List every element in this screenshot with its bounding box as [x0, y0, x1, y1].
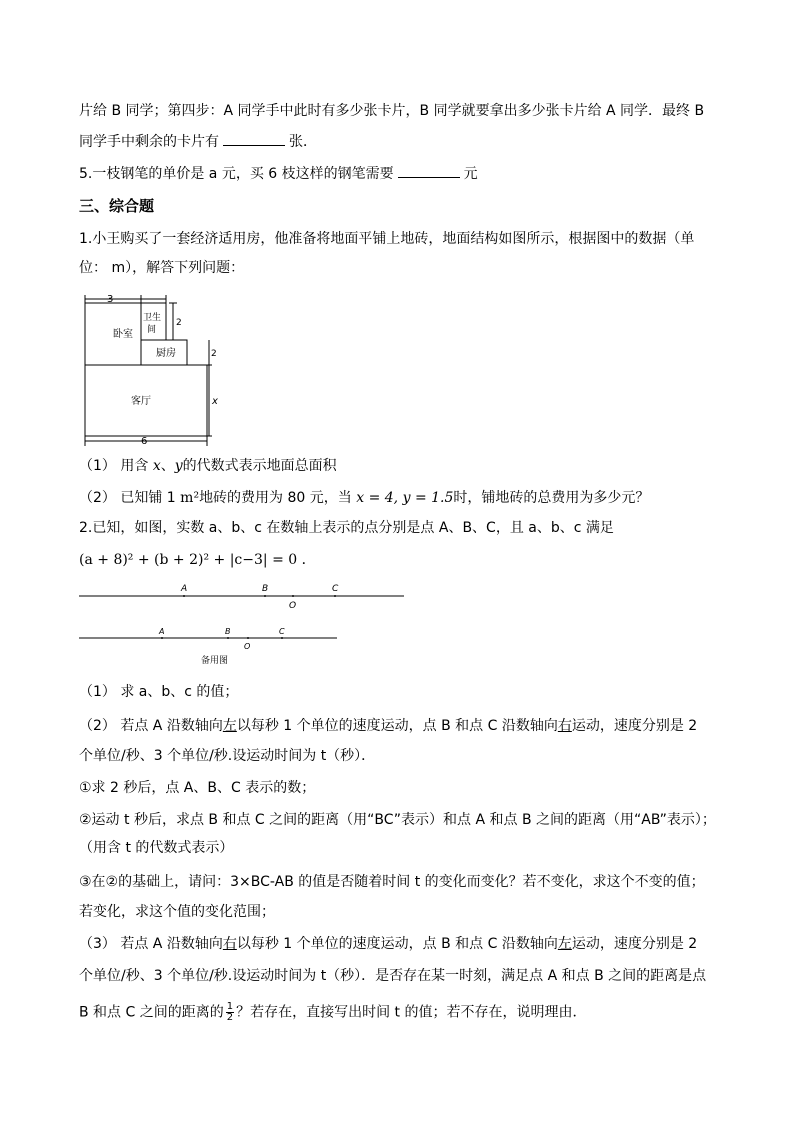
point-label-c: C [279, 627, 285, 636]
unit-m2: m² [180, 490, 200, 506]
problem-1-stem-line1: 1.小王购买了一套经济适用房，他准备将地面平铺上地砖，地面结构如图所示，根据图中的数据（单 [79, 231, 695, 247]
answer-blank [223, 131, 285, 146]
question-5-unit: 元 [463, 166, 478, 182]
point-label-o: O [244, 642, 251, 651]
problem-2-sub3-line3 [79, 1002, 739, 1023]
text: ？若存在，直接写出时间 t 的值；若不存在，说明理由． [236, 1004, 587, 1021]
dim-label-2-kitchen: 2 [211, 349, 217, 359]
direction-left: 左 [557, 936, 572, 952]
text: 以每秒 1 个单位的速度运动，点 B 和点 C 沿数轴向 [236, 936, 558, 952]
point-c [334, 595, 336, 597]
room-label-living: 客厅 [131, 396, 151, 407]
question-5 [79, 163, 739, 184]
point-c [281, 637, 283, 639]
fraction-one-half [226, 1002, 234, 1023]
number-line-main [79, 578, 409, 610]
text: 运动，速度分别是 2 [571, 718, 698, 734]
floor-plan-diagram [79, 290, 224, 450]
problem-1-sub2 [79, 488, 739, 508]
point-label-a: A [181, 584, 188, 594]
text: （2） 若点 A 沿数轴向 [79, 718, 223, 734]
room-label-bathroom-1: 卫生 [143, 313, 162, 323]
dim-label-3: 3 [107, 294, 114, 305]
point-b [264, 595, 266, 597]
problem-2-item1: ①求 2 秒后，点 A、B、C 表示的数； [79, 780, 316, 796]
problem-2-item3-line1: ③在②的基础上，请问：3×BC-AB 的值是否随着时间 t 的变化而变化？若不变化，求这个不变的值； [79, 874, 705, 890]
point-label-o: O [289, 601, 297, 610]
room-label-kitchen: 厨房 [156, 348, 176, 359]
sub1-text: （1） 用含 [79, 458, 149, 474]
dim-label-6: 6 [141, 436, 148, 447]
dim-label-x: x [212, 396, 218, 407]
room-label-bathroom-2: 间 [147, 325, 157, 335]
problem-2-sub2-line2: 个单位/秒、3 个单位/秒.设运动时间为 t（秒）． [79, 748, 376, 764]
section-heading: 三、综合题 [79, 197, 155, 215]
point-label-a: A [159, 627, 165, 636]
fraction-denominator: 2 [226, 1012, 234, 1023]
direction-left: 左 [222, 718, 237, 734]
text: （3） 若点 A 沿数轴向 [79, 936, 223, 952]
text: 运动，速度分别是 2 [571, 936, 698, 952]
point-a [183, 595, 185, 597]
room-label-bedroom: 卧室 [113, 329, 133, 340]
sub2-text-mid: 地砖的费用为 80 元，当 [199, 490, 352, 506]
dim-label-2-bath: 2 [176, 318, 182, 328]
sub1-text-end: 的代数式表示地面总面积 [182, 458, 337, 474]
problem-2-item3-line2: 若变化，求这个值的变化范围； [79, 904, 275, 920]
problem-1-stem-line2: 位： m），解答下列问题： [79, 260, 245, 276]
answer-blank [398, 163, 460, 178]
prev-question-unit: 张． [289, 134, 317, 150]
text: 以每秒 1 个单位的速度运动，点 B 和点 C 沿数轴向 [236, 718, 558, 734]
point-label-b: B [225, 627, 231, 636]
problem-2-item2-line2: （用含 t 的代数式表示） [79, 840, 234, 856]
point-label-b: B [262, 584, 269, 594]
sub2-text: （2） 已知铺 1 [79, 490, 176, 506]
prev-question-line1: 片给 B 同学；第四步：A 同学手中此时有多少张卡片，B 同学就要拿出多少张卡片给 A 同学．最终 B [79, 103, 705, 119]
text: B 和点 C 之间的距离的 [79, 1004, 224, 1021]
separator: 、 [160, 458, 175, 474]
question-5-text: 5.一枝钢笔的单价是 a 元，买 6 枝这样的钢笔需要 [79, 166, 394, 182]
number-line-backup [79, 624, 349, 668]
fraction-numerator: 1 [226, 1001, 234, 1012]
problem-2-sub3-line2: 个单位/秒、3 个单位/秒.设运动时间为 t（秒）．是否存在某一时刻，满足点 A 和点 B 之间的距离是点 [79, 968, 707, 984]
prev-question-line2 [79, 131, 739, 152]
problem-2-stem: 2.已知，如图，实数 a、b、c 在数轴上表示的点分别是点 A、B、C，且 a、b、c 满足 [79, 520, 614, 536]
problem-2-item2-line1: ②运动 t 秒后，求点 B 和点 C 之间的距离（用“BC”表示）和点 A 和点 B 之间的距离（用“AB”表示）； [79, 812, 716, 828]
var-y: y [174, 458, 183, 474]
point-a [161, 637, 163, 639]
problem-2-equation: (a + 8)² + (b + 2)² + |c−3| = 0 ． [79, 552, 316, 568]
problem-1-sub1 [79, 456, 739, 476]
point-o [247, 637, 249, 639]
point-label-c: C [332, 584, 339, 594]
var-x: x [152, 458, 161, 474]
direction-right: 右 [557, 718, 572, 734]
point-b [227, 637, 229, 639]
problem-2-sub2-line1 [79, 716, 739, 736]
y-value: y = 1.5 [402, 490, 454, 506]
sub2-text-end: 时，铺地砖的总费用为多少元？ [453, 490, 650, 506]
backup-figure-caption: 备用图 [201, 656, 229, 666]
x-value: x = 4, [356, 490, 399, 506]
problem-2-sub3-line1 [79, 934, 739, 954]
problem-2-sub1: （1） 求 a、b、c 的值； [79, 684, 239, 700]
direction-right: 右 [222, 936, 237, 952]
prev-question-text: 同学手中剩余的卡片有 [79, 134, 219, 150]
point-o [292, 595, 294, 597]
